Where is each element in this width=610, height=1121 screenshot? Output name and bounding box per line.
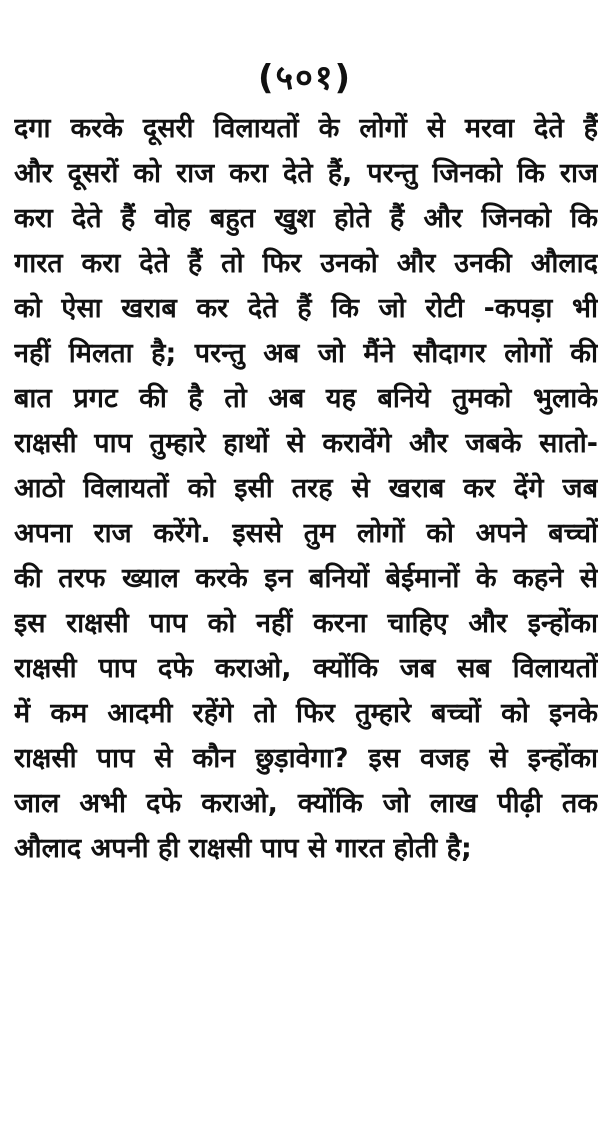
text-line-9: आठो विलायतों को इसी तरह से खराब कर देंगे जब [14,473,598,504]
text-line-6: नहीं मिलता है; परन्तु अब जो मैंने सौदागर लोगों की [14,338,598,369]
text-line-8: राक्षसी पाप तुम्हारे हाथों से करावेंगे और जबके सातो- [14,428,598,459]
text-line-12: इस राक्षसी पाप को नहीं करना चाहिए और इन्होंका [14,608,598,639]
text-line-17: औलाद अपनी ही राक्षसी पाप से गारत होती है; [14,833,472,864]
text-line-3: करा देते हैं वोह बहुत खुश होते हैं और जिनको कि [14,203,598,234]
text-line-16: जाल अभी दफे कराओ, क्योंकि जो लाख पीढ़ी तक [14,788,598,819]
text-line-7: बात प्रगट की है तो अब यह बनिये तुमको भुलाके [14,383,598,414]
text-line-13: राक्षसी पाप दफे कराओ, क्योंकि जब सब विलायतों [14,653,598,684]
text-line-11: की तरफ ख्याल करके इन बनियों बेईमानों के कहने से [14,563,598,594]
text-line-5: को ऐसा खराब कर देते हैं कि जो रोटी -कपड़ा भी [14,293,598,324]
text-line-1: दगा करके दूसरी विलायतों के लोगों से मरवा देते हैं [14,113,598,144]
body-text [14,106,598,871]
page-number: (५०१) [257,58,353,98]
text-line-10: अपना राज करेंगे. इससे तुम लोगों को अपने बच्चों [14,518,598,549]
text-line-14: में कम आदमी रहेंगे तो फिर तुम्हारे बच्चों को इनके [14,698,598,729]
text-line-2: और दूसरों को राज करा देते हैं, परन्तु जिनको कि राज [14,158,598,189]
text-line-4: गारत करा देते हैं तो फिर उनको और उनकी औलाद [14,248,598,279]
text-line-15: राक्षसी पाप से कौन छुड़ावेगा? इस वजह से इन्होंका [14,743,598,774]
